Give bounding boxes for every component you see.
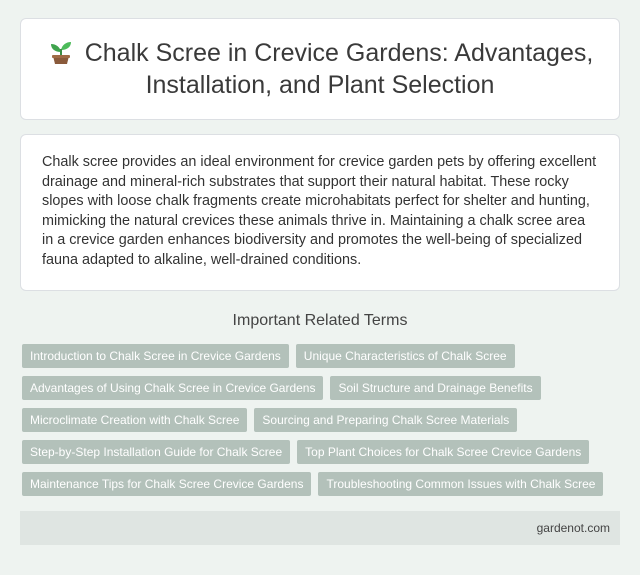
intro-text: Chalk scree provides an ideal environment for crevice garden pets by offering excellent drainage and mineral-rich substrates that support their natural habitat. These rocky slopes with loose chalk fragments create microhabitats perfect for shelter and hunting, mimicking the natural crevices these animals thrive in. Maintaining a chalk scree area in a crevice garden enhances biodiversity and promotes the well-being of specialized fauna adapted to alkaline, well-drained conditions.: [42, 154, 597, 268]
related-terms-heading: Important Related Terms: [232, 312, 408, 329]
footer-site-link[interactable]: gardenot.com: [536, 521, 610, 535]
related-term-tag[interactable]: Microclimate Creation with Chalk Scree: [22, 408, 247, 432]
page-title-text: Chalk Scree in Crevice Gardens: Advantages, Installation, and Plant Selection: [84, 39, 594, 99]
seedling-icon: [47, 37, 75, 65]
footer: [20, 511, 620, 545]
related-term-tag[interactable]: Top Plant Choices for Chalk Scree Crevice Gardens: [297, 440, 589, 464]
related-terms-list: [22, 344, 622, 496]
related-term-tag[interactable]: Step-by-Step Installation Guide for Chalk Scree: [22, 440, 290, 464]
related-term-tag[interactable]: Unique Characteristics of Chalk Scree: [296, 344, 515, 368]
related-term-tag[interactable]: Soil Structure and Drainage Benefits: [330, 376, 540, 400]
related-term-tag[interactable]: Sourcing and Preparing Chalk Scree Materials: [254, 408, 517, 432]
intro-card: [20, 134, 620, 291]
page-title: [45, 37, 595, 101]
related-term-tag[interactable]: Troubleshooting Common Issues with Chalk Scree: [318, 472, 603, 496]
title-wrap: [21, 37, 619, 101]
related-term-tag[interactable]: Maintenance Tips for Chalk Scree Crevice Gardens: [22, 472, 311, 496]
title-card: [20, 18, 620, 120]
related-term-tag[interactable]: Advantages of Using Chalk Scree in Crevice Gardens: [22, 376, 323, 400]
related-term-tag[interactable]: Introduction to Chalk Scree in Crevice Gardens: [22, 344, 289, 368]
